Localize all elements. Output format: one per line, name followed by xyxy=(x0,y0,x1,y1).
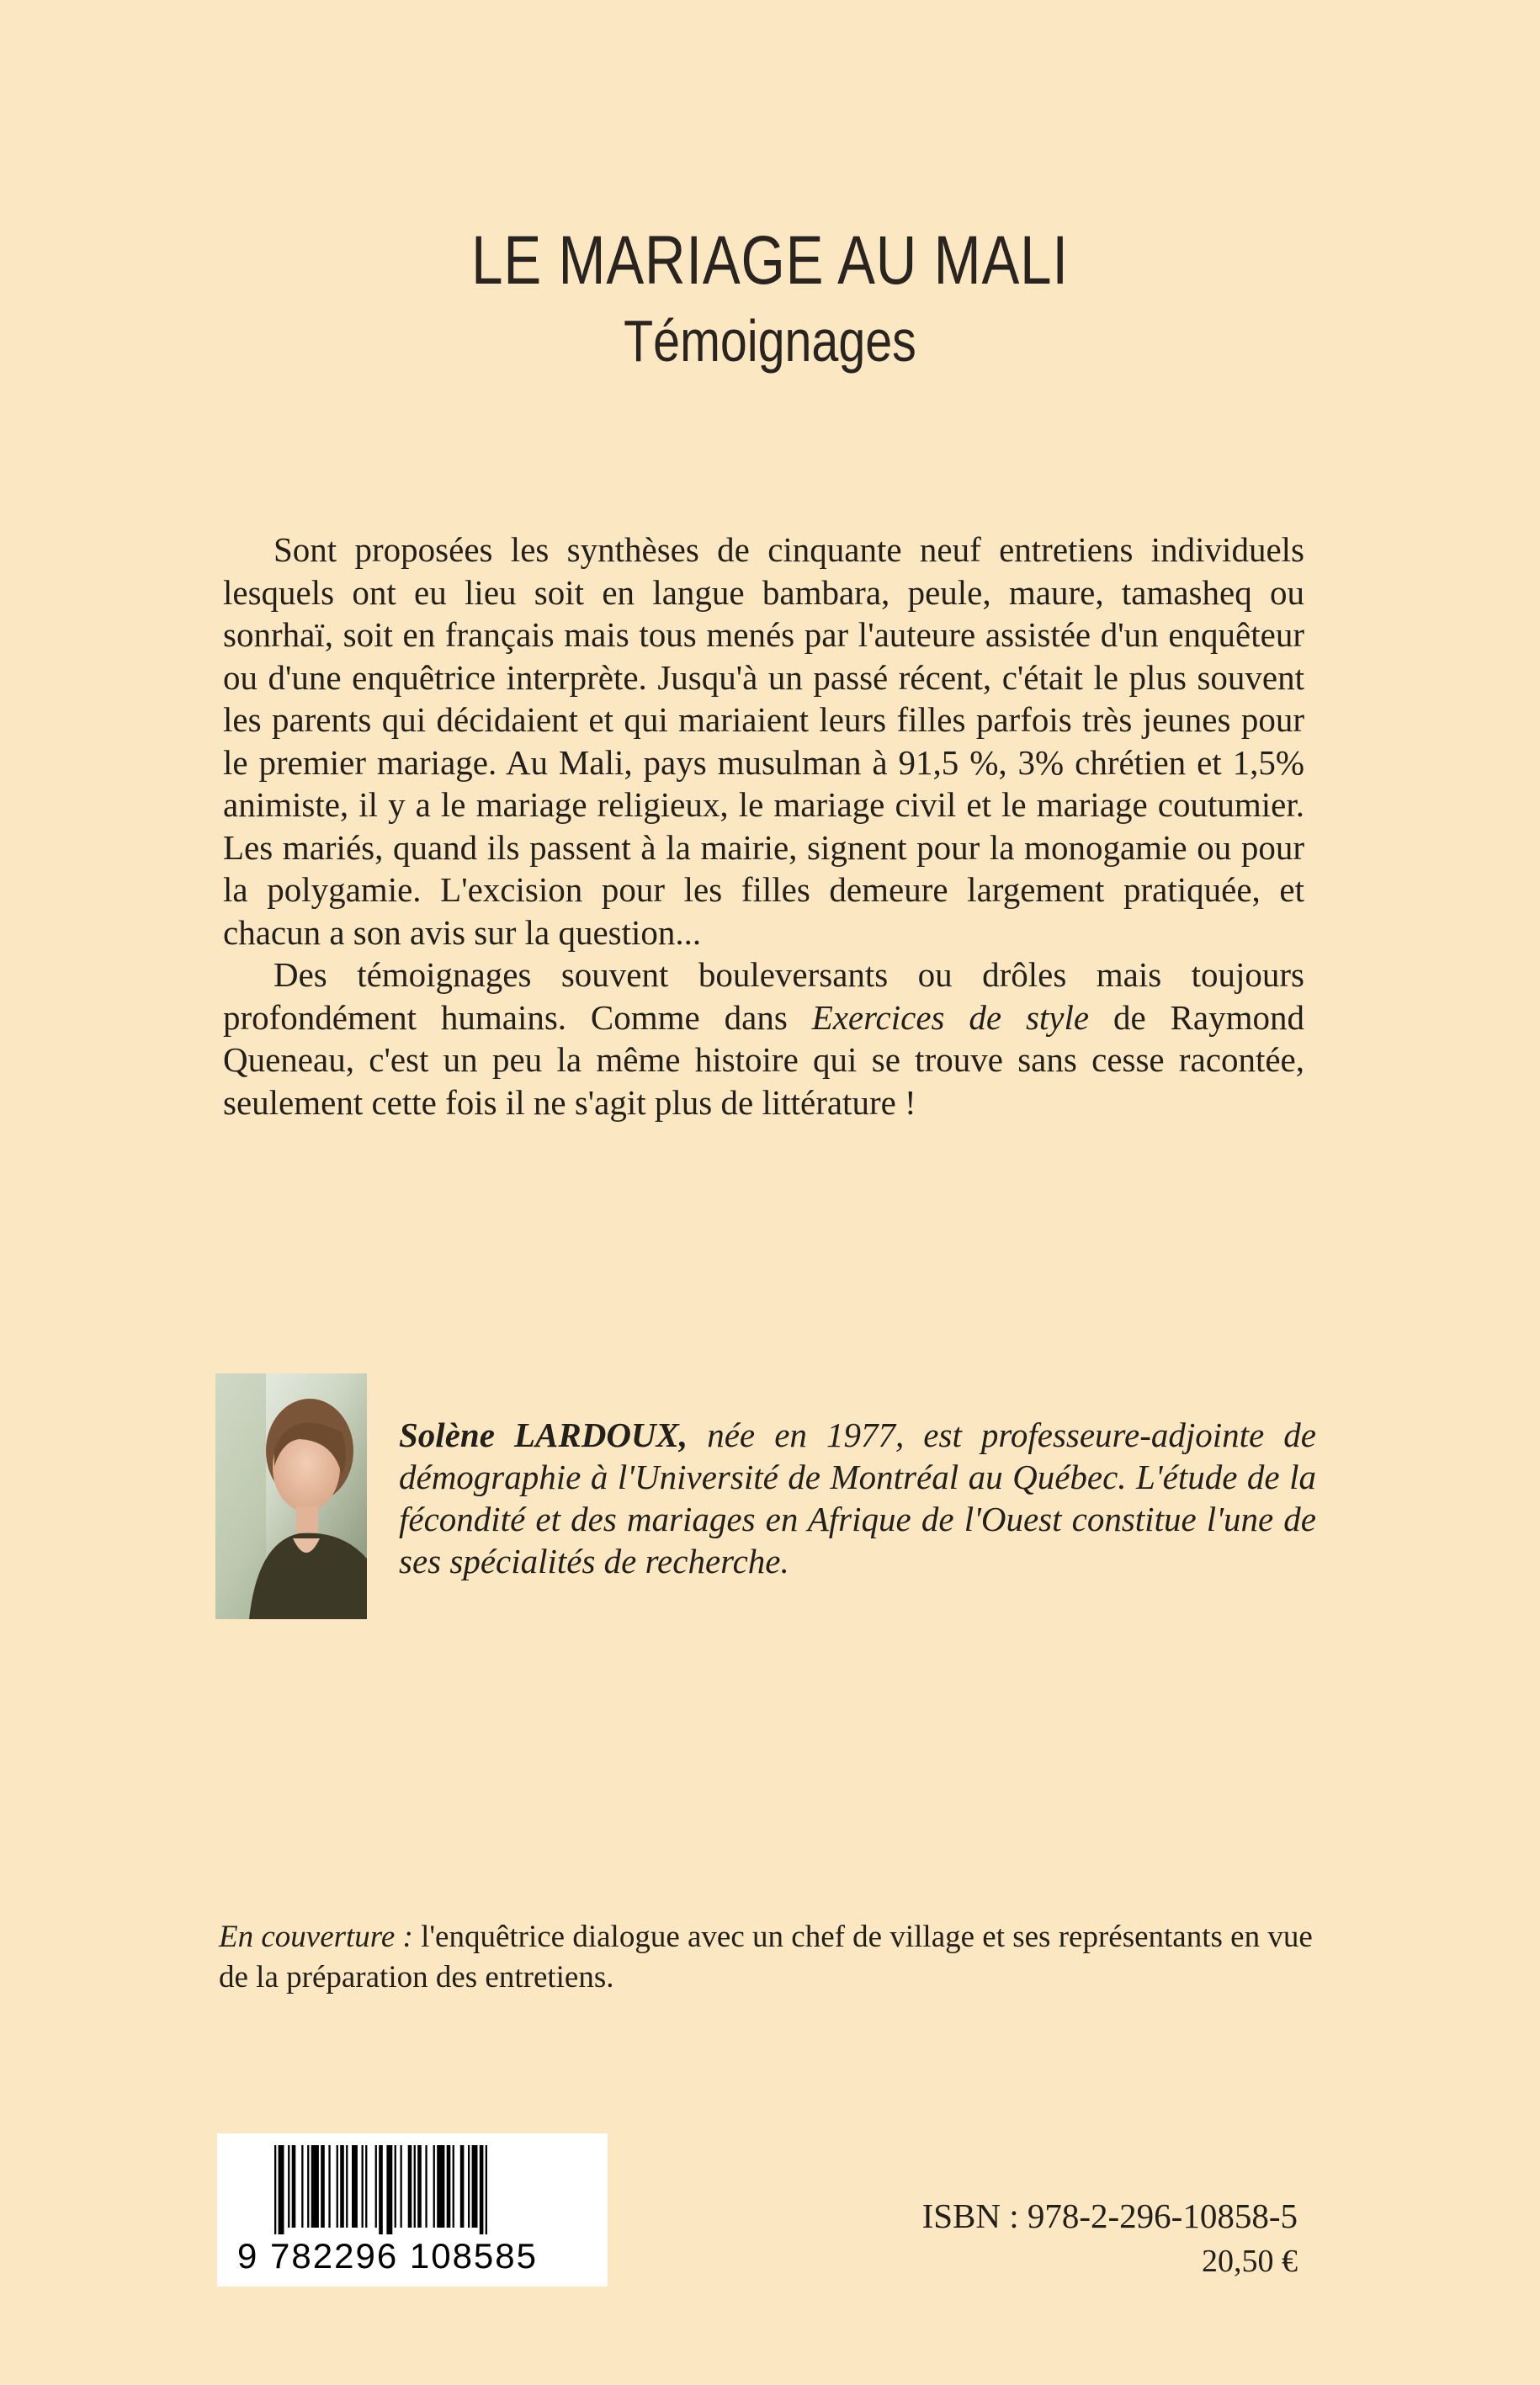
book-reference-title: Exercices de style xyxy=(811,997,1090,1037)
author-bio-text: née en 1977, est professeure-adjointe de démographie à l'Université de Montréal au Québec. L'étude de la fécondité et des mariages en Afrique de l'Ouest constitue l'une de ses spécialités de recherche. xyxy=(399,1416,1316,1580)
barcode-bar xyxy=(386,2145,392,2234)
barcode-bar xyxy=(447,2145,451,2228)
barcode-bar xyxy=(352,2145,358,2228)
barcode-bar xyxy=(362,2145,364,2228)
barcode-bar xyxy=(288,2145,289,2228)
barcode-bar xyxy=(365,2145,367,2228)
author-photo xyxy=(215,1373,367,1619)
barcode-icon xyxy=(274,2145,552,2234)
blurb-paragraph-2-start: Des témoignages souvent bouleversants ou drôles mais toujours profondément humains. Comme dans xyxy=(223,955,1304,1037)
barcode-bar xyxy=(311,2145,319,2228)
barcode-bar xyxy=(433,2145,435,2228)
barcode-bar xyxy=(292,2145,296,2228)
barcode-bar xyxy=(401,2145,402,2228)
barcode-bar xyxy=(460,2145,465,2228)
barcode-bar xyxy=(480,2145,484,2234)
price: 20,50 € xyxy=(1202,2244,1298,2279)
barcode-bar xyxy=(379,2145,383,2234)
barcode-bar xyxy=(279,2145,284,2234)
blurb-paragraph-2 xyxy=(223,953,1304,1123)
author-portrait-image xyxy=(215,1373,367,1619)
barcode-bar xyxy=(468,2145,470,2228)
barcode-bar xyxy=(307,2145,309,2228)
barcode-bar xyxy=(486,2145,487,2234)
cover-credit xyxy=(219,1917,1313,1998)
barcode-bar xyxy=(321,2145,325,2228)
barcode-bar xyxy=(395,2145,396,2228)
author-biography xyxy=(399,1414,1316,1582)
cover-credit-text: l'enquêtrice dialogue avec un chef de village et ses représentants en vue de la préparation des entretiens. xyxy=(219,1920,1313,1995)
author-name: Solène LARDOUX, xyxy=(399,1416,688,1454)
book-title: LE MARIAGE AU MALI xyxy=(471,222,1069,299)
barcode-box xyxy=(217,2133,608,2287)
barcode-bar xyxy=(301,2145,303,2228)
back-cover-blurb xyxy=(223,529,1304,1123)
cover-credit-label: En couverture : xyxy=(219,1920,413,1954)
isbn: ISBN : 978-2-296-10858-5 xyxy=(921,2196,1298,2235)
barcode-bar xyxy=(472,2145,478,2228)
barcode-bar xyxy=(425,2145,427,2228)
barcode-bar xyxy=(375,2145,377,2228)
barcode-bar xyxy=(414,2145,416,2228)
barcode-bar xyxy=(340,2145,344,2228)
barcode-bar xyxy=(337,2145,338,2228)
barcode-bar xyxy=(408,2145,412,2228)
barcode-digits: 9 782296 108585 xyxy=(237,2236,538,2276)
barcode-bar xyxy=(437,2145,444,2228)
book-subtitle: Témoignages xyxy=(624,308,916,374)
barcode-bar xyxy=(346,2145,348,2228)
blurb-paragraph-1: Sont proposées les synthèses de cinquante neuf entretiens individuels lesquels ont eu lieu soit en langue bambara, peule, maure, tamasheq ou sonrhaï, soit en français mais tous menés par l'auteure assistée d'un enquêteur ou d'une enquêtrice interprète. Jusqu'à un passé récent, c'était le plus souvent les parents qui décidaient et qui mariaient leurs filles parfois très jeunes pour le premier mariage. Au Mali, pays musulman à 91,5 %, 3% chrétien et 1,5% animiste, il y a le mariage religieux, le mariage civil et le mariage coutumier. Les mariés, quand ils passent à la mairie, signent pour la monogamie ou pour la polygamie. L'excision pour les filles demeure largement pratiquée, et chacun a son avis sur la question... xyxy=(223,530,1304,952)
barcode-bar xyxy=(417,2145,422,2228)
barcode-bar xyxy=(453,2145,454,2228)
title-block xyxy=(0,220,1540,379)
blurb-paragraph-2-end: de Raymond Queneau, c'est un peu la même histoire qui se trouve sans cesse racontée, seulement cette fois il ne s'agit plus de littérature ! xyxy=(223,997,1305,1122)
barcode-bar xyxy=(328,2145,330,2228)
barcode-bar xyxy=(274,2145,276,2234)
